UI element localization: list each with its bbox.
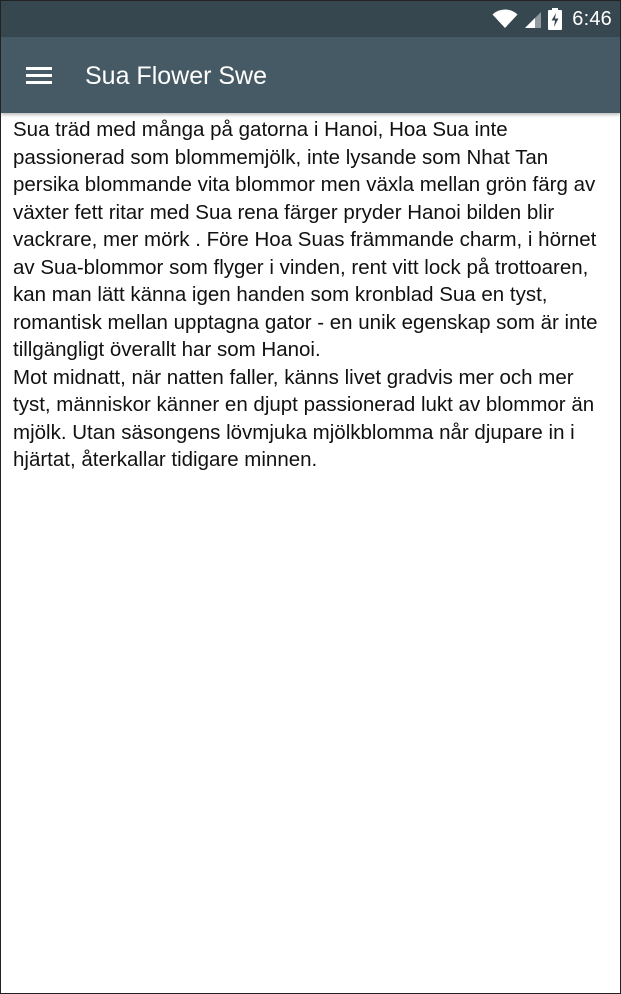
article-paragraph: Sua träd med många på gatorna i Hanoi, Hoa Sua inte passionerad som blommemjölk, inte lysande som Nhat Tan persika blommande vita blommor men växla mellan grön färg av växter fett ritar med Sua rena färger pryder Hanoi bilden blir vackrare, mer mörk . Före Hoa Suas främmande charm, i hörnet av Sua-blommor som flyger i vinden, rent vitt lock på trottoaren, kan man lätt känna igen handen som kronblad Sua en tyst, romantisk mellan upptagna gator - en unik egenskap som är inte tillgängligt överallt har som Hanoi. bbox=[13, 118, 598, 361]
signal-icon bbox=[524, 9, 542, 29]
app-title: Sua Flower Swe bbox=[85, 62, 268, 90]
wifi-icon bbox=[492, 9, 518, 29]
article-paragraph: Mot midnatt, när natten faller, känns livet gradvis mer och mer tyst, människor känner en djupt passionerad lukt av blommor än mjölk. Utan säsongens lövmjuka mjölkblomma når djupare in i hjärtat, återkallar tidigare minnen. bbox=[13, 365, 595, 471]
status-clock: 6:46 bbox=[572, 7, 612, 30]
app-toolbar bbox=[1, 37, 620, 113]
hamburger-menu-icon[interactable] bbox=[23, 61, 55, 89]
status-bar bbox=[1, 1, 620, 37]
status-icons bbox=[492, 1, 612, 37]
battery-charging-icon bbox=[548, 8, 562, 30]
article-content bbox=[13, 116, 609, 474]
